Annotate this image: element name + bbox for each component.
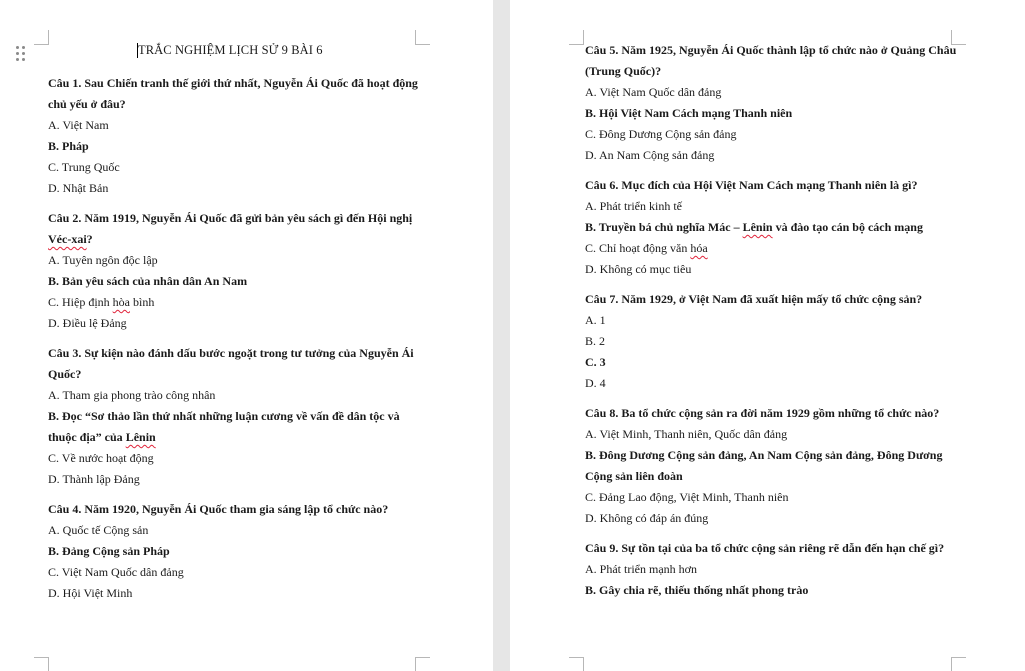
answer-option[interactable] <box>585 373 965 394</box>
answer-option-correct[interactable] <box>585 580 965 601</box>
question-stem[interactable] <box>585 289 965 310</box>
text-run: B. Gây chia rẽ, thiếu thống nhất phong trào <box>585 583 809 597</box>
text-run: A. Việt Nam <box>48 118 109 132</box>
text-run: B. Đọc “Sơ thảo lần thứ nhất những luận cương về vấn đề dân tộc và thuộc địa” của <box>48 409 400 444</box>
answer-option[interactable] <box>48 292 428 313</box>
text-run: C. Việt Nam Quốc dân đảng <box>48 565 184 579</box>
text-run: bình <box>130 295 155 309</box>
text-run: D. Không có mục tiêu <box>585 262 692 276</box>
question-6 <box>585 175 965 280</box>
text-run: C. Trung Quốc <box>48 160 120 174</box>
text-run: C. Về nước hoạt động <box>48 451 154 465</box>
text-run: B. Truyền bá chủ nghĩa Mác – <box>585 220 743 234</box>
text-run: ? <box>86 232 93 246</box>
text-run: Câu 3. Sự kiện nào đánh dấu bước ngoặt trong tư tưởng của Nguyễn Ái Quốc? <box>48 346 414 381</box>
answer-option[interactable] <box>48 250 428 271</box>
text-run: Câu 9. Sự tồn tại của ba tổ chức cộng sản riêng rẽ dẫn đến hạn chế gì? <box>585 541 945 555</box>
question-stem[interactable] <box>48 73 428 115</box>
text-run: A. Tham gia phong trào công nhân <box>48 388 216 402</box>
answer-option[interactable] <box>585 424 965 445</box>
answer-option[interactable] <box>585 310 965 331</box>
text-run: Câu 8. Ba tổ chức cộng sản ra đời năm 1929 gồm những tổ chức nào? <box>585 406 940 420</box>
question-stem[interactable] <box>585 538 965 559</box>
answer-option[interactable] <box>48 469 428 490</box>
question-stem[interactable] <box>48 343 428 385</box>
text-run: A. Quốc tế Cộng sản <box>48 523 149 537</box>
spellcheck-flagged-word: hóa <box>690 241 708 255</box>
answer-option[interactable] <box>585 487 965 508</box>
text-run: D. Thành lập Đảng <box>48 472 140 486</box>
answer-option-correct[interactable] <box>48 136 428 157</box>
document-title[interactable]: TRẮC NGHIỆM LỊCH SỬ 9 BÀI 6 <box>138 43 323 57</box>
answer-option[interactable] <box>585 196 965 217</box>
document-page-left[interactable] <box>0 0 493 671</box>
spellcheck-flagged-word: Lênin <box>742 220 773 234</box>
question-5 <box>585 40 965 166</box>
text-run: C. Hiệp định <box>48 295 113 309</box>
answer-option[interactable] <box>585 259 965 280</box>
answer-option[interactable] <box>585 124 965 145</box>
text-run: Câu 2. Năm 1919, Nguyễn Ái Quốc đã gửi bản yêu sách gì đến Hội nghị <box>48 211 413 225</box>
margin-corner-mark <box>34 30 49 45</box>
text-run: A. Tuyên ngôn độc lập <box>48 253 158 267</box>
answer-option[interactable] <box>585 508 965 529</box>
answer-option[interactable] <box>585 82 965 103</box>
question-stem[interactable] <box>48 208 428 250</box>
question-1 <box>48 73 428 199</box>
question-8 <box>585 403 965 529</box>
document-page-right[interactable] <box>510 0 1025 671</box>
text-run: Câu 4. Năm 1920, Nguyễn Ái Quốc tham gia sáng lập tổ chức nào? <box>48 502 389 516</box>
question-3 <box>48 343 428 490</box>
margin-corner-mark <box>569 657 584 671</box>
spellcheck-flagged-word: Véc-xai <box>48 232 87 246</box>
text-run: C. Đông Dương Cộng sản đảng <box>585 127 737 141</box>
answer-option[interactable] <box>585 331 965 352</box>
answer-option-correct[interactable] <box>585 352 965 373</box>
answer-option-correct[interactable] <box>585 217 965 238</box>
answer-option[interactable] <box>48 385 428 406</box>
question-4 <box>48 499 428 604</box>
text-run: B. Đông Dương Cộng sản đảng, An Nam Cộng sản đảng, Đông Dương Cộng sản liên đoàn <box>585 448 943 483</box>
text-run: A. Việt Nam Quốc dân đảng <box>585 85 722 99</box>
text-run: D. An Nam Cộng sản đảng <box>585 148 715 162</box>
text-run: A. Việt Minh, Thanh niên, Quốc dân đảng <box>585 427 788 441</box>
margin-corner-mark <box>34 657 49 671</box>
answer-option[interactable] <box>48 313 428 334</box>
text-run: D. Nhật Bản <box>48 181 109 195</box>
answer-option[interactable] <box>585 559 965 580</box>
text-run: và đào tạo cán bộ cách mạng <box>772 220 923 234</box>
margin-corner-mark <box>951 657 966 671</box>
text-run: B. Bản yêu sách của nhân dân An Nam <box>48 274 248 288</box>
text-run: B. Đảng Cộng sản Pháp <box>48 544 170 558</box>
text-run: D. Điều lệ Đảng <box>48 316 127 330</box>
spellcheck-flagged-word: Lênin <box>125 430 156 444</box>
text-run: Câu 7. Năm 1929, ở Việt Nam đã xuất hiện mấy tổ chức cộng sản? <box>585 292 923 306</box>
answer-option[interactable] <box>48 520 428 541</box>
question-2 <box>48 208 428 334</box>
text-run: B. Hội Việt Nam Cách mạng Thanh niên <box>585 106 793 120</box>
answer-option[interactable] <box>585 145 965 166</box>
move-handle-icon[interactable] <box>16 46 26 62</box>
text-run: D. Không có đáp án đúng <box>585 511 709 525</box>
text-run: B. 2 <box>585 334 606 348</box>
question-stem[interactable] <box>48 499 428 520</box>
answer-option-correct[interactable] <box>48 541 428 562</box>
answer-option-correct[interactable] <box>585 445 965 487</box>
question-stem[interactable] <box>585 175 965 196</box>
text-run: A. 1 <box>585 313 606 327</box>
question-stem[interactable] <box>585 403 965 424</box>
text-run: C. Đảng Lao động, Việt Minh, Thanh niên <box>585 490 789 504</box>
margin-corner-mark <box>415 30 430 45</box>
answer-option[interactable] <box>48 562 428 583</box>
question-7 <box>585 289 965 394</box>
text-run: C. 3 <box>585 355 606 369</box>
text-run: Câu 1. Sau Chiến tranh thế giới thứ nhất, Nguyễn Ái Quốc đã hoạt động chủ yếu ở đâu? <box>48 76 418 111</box>
question-column-right <box>585 40 965 610</box>
answer-option[interactable] <box>48 178 428 199</box>
margin-corner-mark <box>569 30 584 45</box>
answer-option[interactable] <box>48 583 428 604</box>
text-run: A. Phát triển kinh tế <box>585 199 682 213</box>
answer-option-correct[interactable] <box>48 271 428 292</box>
answer-option-correct[interactable] <box>48 406 428 448</box>
text-run: A. Phát triển mạnh hơn <box>585 562 697 576</box>
question-9 <box>585 538 965 601</box>
answer-option[interactable] <box>48 157 428 178</box>
margin-corner-mark <box>415 657 430 671</box>
text-run: Câu 6. Mục đích của Hội Việt Nam Cách mạng Thanh niên là gì? <box>585 178 918 192</box>
text-run: D. Hội Việt Minh <box>48 586 133 600</box>
answer-option-correct[interactable] <box>585 103 965 124</box>
question-stem[interactable] <box>585 40 965 82</box>
text-run: Câu 5. Năm 1925, Nguyễn Ái Quốc thành lập tổ chức nào ở Quảng Châu (Trung Quốc)? <box>585 43 957 78</box>
answer-option[interactable] <box>585 238 965 259</box>
spellcheck-flagged-word: hòa <box>112 295 130 309</box>
answer-option[interactable] <box>48 448 428 469</box>
text-run: D. 4 <box>585 376 606 390</box>
answer-option[interactable] <box>48 115 428 136</box>
text-run: C. Chỉ hoạt động văn <box>585 241 691 255</box>
question-column-left <box>48 73 428 613</box>
text-run: B. Pháp <box>48 139 89 153</box>
